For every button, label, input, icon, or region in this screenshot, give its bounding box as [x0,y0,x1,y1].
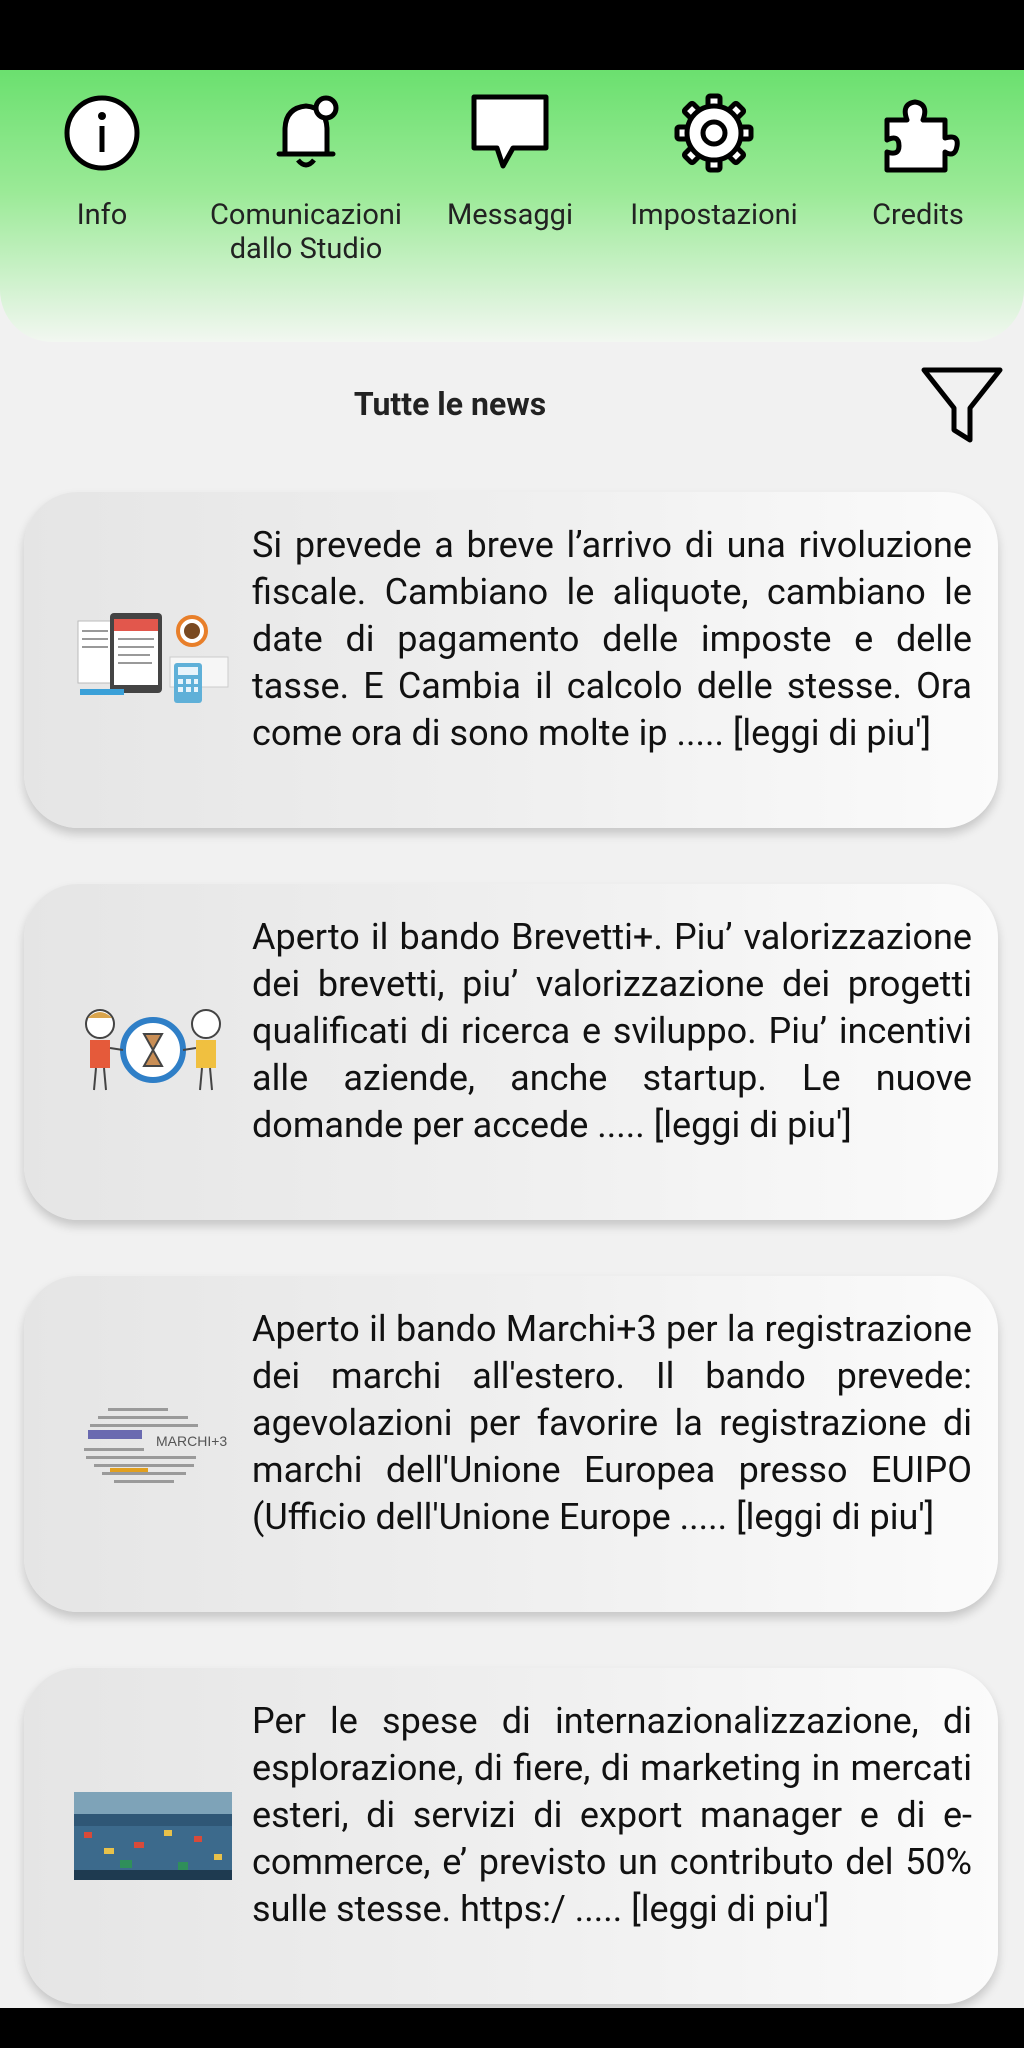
people-hourglass-illustration [74,1002,232,1102]
news-card[interactable] [24,1276,998,1612]
news-text: Per le spese di internazionalizzazione, di esplorazione, di fiere, di marketing in mercati esteri, di servizi di export manager e di e-commerce, e’ previsto un contributo del 50% sulle stesse. https:/ ..... [leggi di piu'] [252,1700,972,1930]
bell-icon [263,90,349,176]
tax-illustration [74,607,232,707]
gear-icon [671,90,757,176]
nav-label-credits: Credits [872,198,964,232]
trade-fair-photo [74,1792,232,1880]
puzzle-icon [875,90,961,176]
nav-label-comunicazioni: Comunicazioni dallo Studio [210,198,402,266]
news-card[interactable] [24,884,998,1220]
news-card[interactable] [24,1668,998,2004]
news-text: Si prevede a breve l’arrivo di una rivoluzione fiscale. Cambiano le aliquote, cambiano le date di pagamento delle imposte e delle tasse. E Cambia il calcolo delle stesse. Ora come ora di sono molte ip ..... [leggi di piu'] [252,524,972,754]
info-icon [59,90,145,176]
news-card[interactable] [24,492,998,828]
marchi-label: MARCHI+3 [156,1433,228,1449]
status-bar [0,0,1024,70]
page-title: Tutte le news [353,385,547,423]
nav-label-messaggi: Messaggi [446,198,574,232]
nav-label-info: Info [76,198,128,232]
message-icon [467,90,553,176]
news-text: Aperto il bando Brevetti+. Piu’ valorizzazione dei brevetti, piu’ valorizzazione dei progetti qualificati di ricerca e sviluppo. Piu’ incentivi alle aziende, anche startup. Le nuove domande per accede ..... [leggi di piu'] [252,916,972,1146]
news-text: Aperto il bando Marchi+3 per la registrazione dei marchi all'estero. Il bando prevede: agevolazioni per favorire la registrazione di marchi dell'Unione Europea presso EUIPO (Ufficio dell'Unione Europe ..... [leggi di piu'] [252,1308,972,1538]
marchi-word-cloud [74,1394,232,1494]
navigation-bar [0,2008,1024,2048]
top-navigation [0,70,1024,342]
nav-label-impostazioni: Impostazioni [630,198,798,232]
filter-icon[interactable] [918,362,1006,450]
